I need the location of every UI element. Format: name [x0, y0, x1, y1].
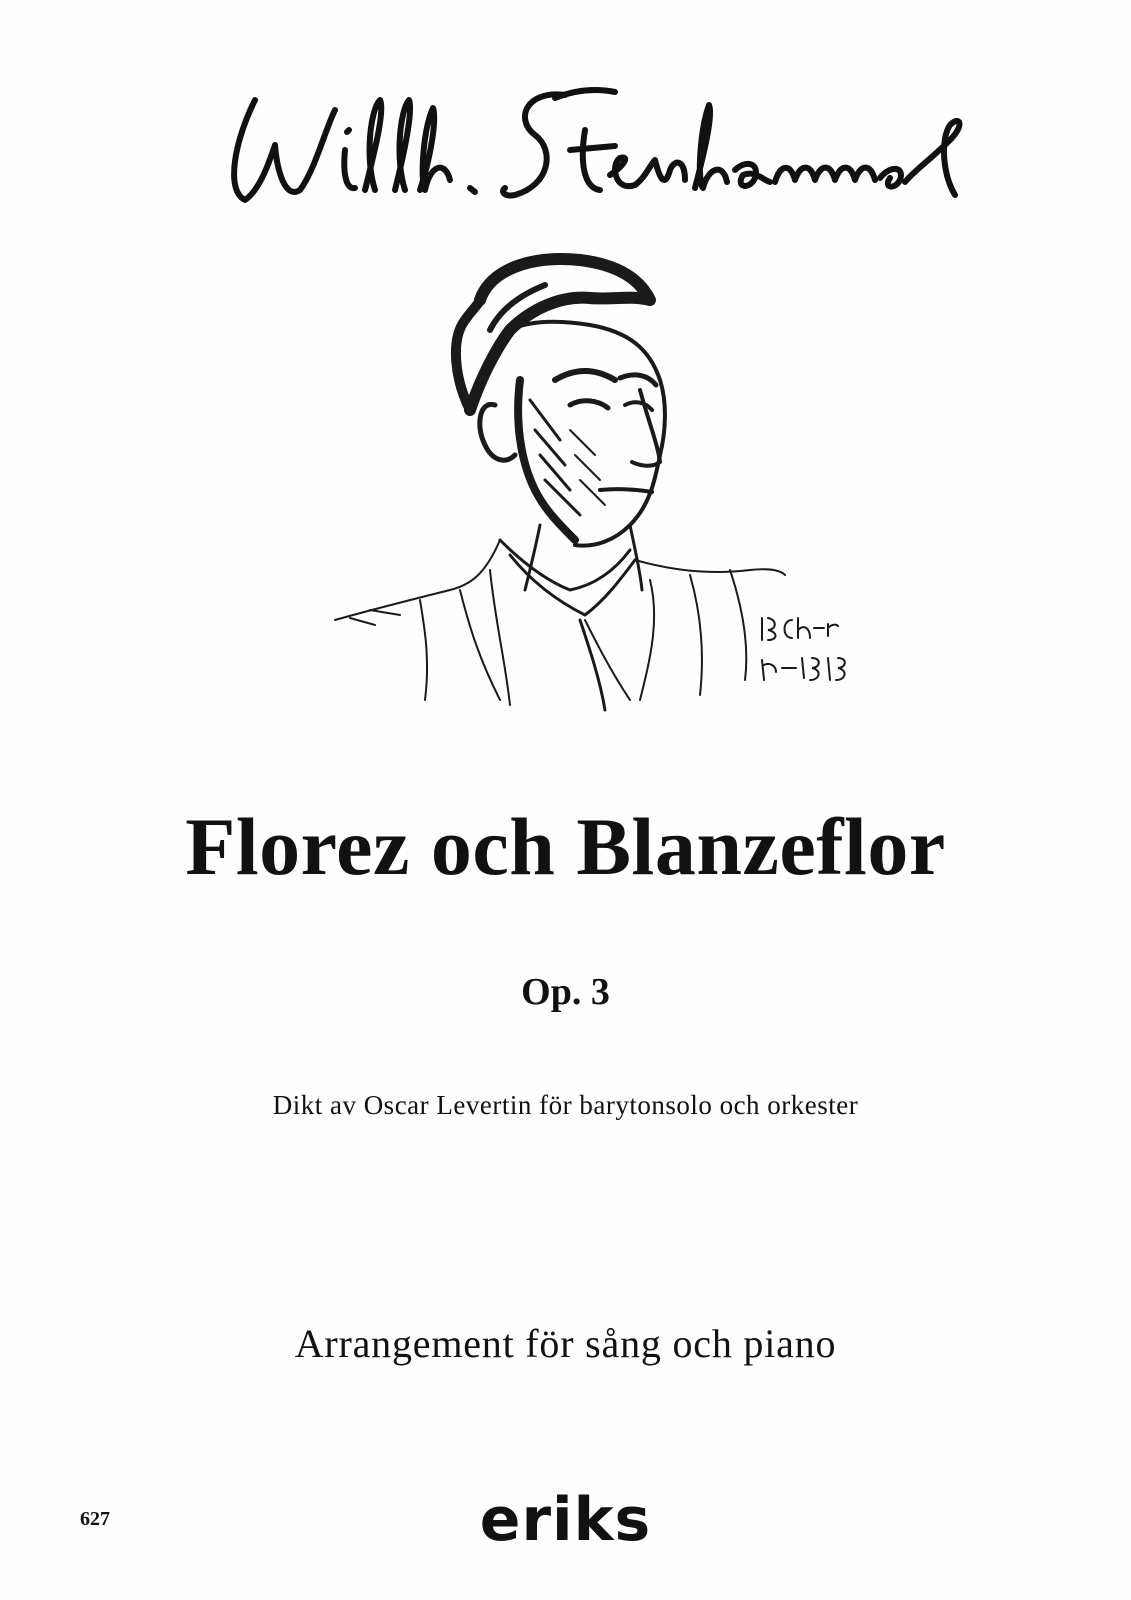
- composer-portrait-sketch: [330, 240, 870, 720]
- catalog-number: 627: [80, 1508, 110, 1530]
- work-title: Florez och Blanzeflor: [185, 801, 946, 892]
- work-subtitle: Dikt av Oscar Levertin för barytonsolo och orkester: [272, 1090, 859, 1120]
- publisher-logo: eriks: [479, 1485, 652, 1555]
- opus-number: Op. 3: [521, 971, 610, 1013]
- arrangement-note: Arrangement för sång och piano: [294, 1321, 837, 1366]
- composer-signature: [215, 70, 975, 220]
